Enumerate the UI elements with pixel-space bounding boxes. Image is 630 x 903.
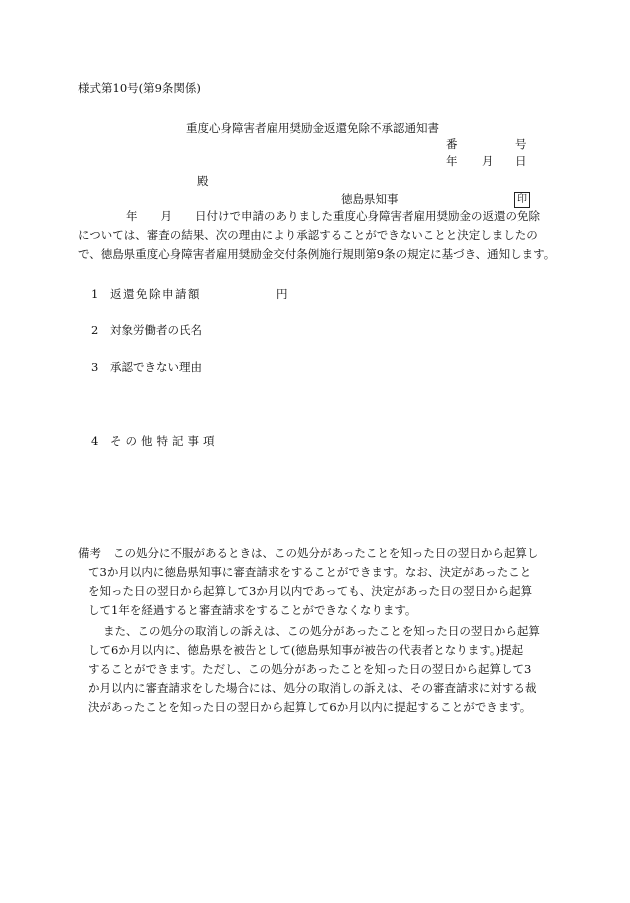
body-line: については、審査の結果、次の理由により承認することができないことと決定しましたの: [78, 228, 538, 242]
notes-line: か月以内に審査請求をした場合には、処分の取消しの訴えは、その審査請求に対する裁: [88, 681, 537, 695]
item-label: その他特記事項: [110, 434, 219, 448]
document-title: 重度心身障害者雇用奨励金返還免除不承認通知書: [186, 121, 439, 135]
seal-stamp: 印: [514, 192, 530, 208]
body-line: 年 月 日付けで申請のありました重度心身障害者雇用奨励金の返還の免除: [126, 209, 540, 223]
sender-name: 徳島県知事: [341, 192, 399, 206]
notes-head: 備考: [78, 546, 101, 560]
notes-line: して1年を経過すると審査請求をすることができなくなります。: [88, 603, 417, 617]
date-day: 日: [515, 154, 527, 168]
item-number: 2: [91, 323, 99, 337]
notes-line: することができます。ただし、この処分があったことを知った日の翌日から起算して3: [88, 662, 532, 676]
addressee-suffix: 殿: [197, 174, 209, 188]
item-number: 3: [91, 360, 99, 374]
number-go: 号: [515, 137, 527, 151]
date-month: 月: [482, 154, 494, 168]
item-value: 円: [276, 287, 288, 301]
number-ban: 番: [446, 137, 458, 151]
item-number: 4: [91, 434, 99, 448]
form-number: 様式第10号(第9条関係): [78, 81, 201, 95]
notes-line: を知った日の翌日から起算して3か月以内であっても、決定があった日の翌日から起算: [88, 584, 533, 598]
item-label: 承認できない理由: [110, 360, 202, 374]
item-label: 返還免除申請額: [110, 287, 201, 301]
notes-line: この処分に不服があるときは、この処分があったことを知った日の翌日から起算し: [113, 546, 539, 560]
notes-line: 決があったことを知った日の翌日から起算して6か月以内に提起することができます。: [88, 700, 532, 714]
notes-line: して6か月以内に、徳島県を被告として(徳島県知事が被告の代表者となります。)提起: [88, 643, 524, 657]
body-line: で、徳島県重度心身障害者雇用奨励金交付条例施行規則第9条の規定に基づき、通知します。: [78, 247, 556, 261]
notes-line: また、この処分の取消しの訴えは、この処分があったことを知った日の翌日から起算: [103, 624, 540, 638]
notes-line: て3か月以内に徳島県知事に審査請求をすることができます。なお、決定があったこと: [88, 565, 532, 579]
date-year: 年: [446, 154, 458, 168]
item-number: 1: [91, 287, 99, 301]
item-label: 対象労働者の氏名: [110, 323, 202, 337]
